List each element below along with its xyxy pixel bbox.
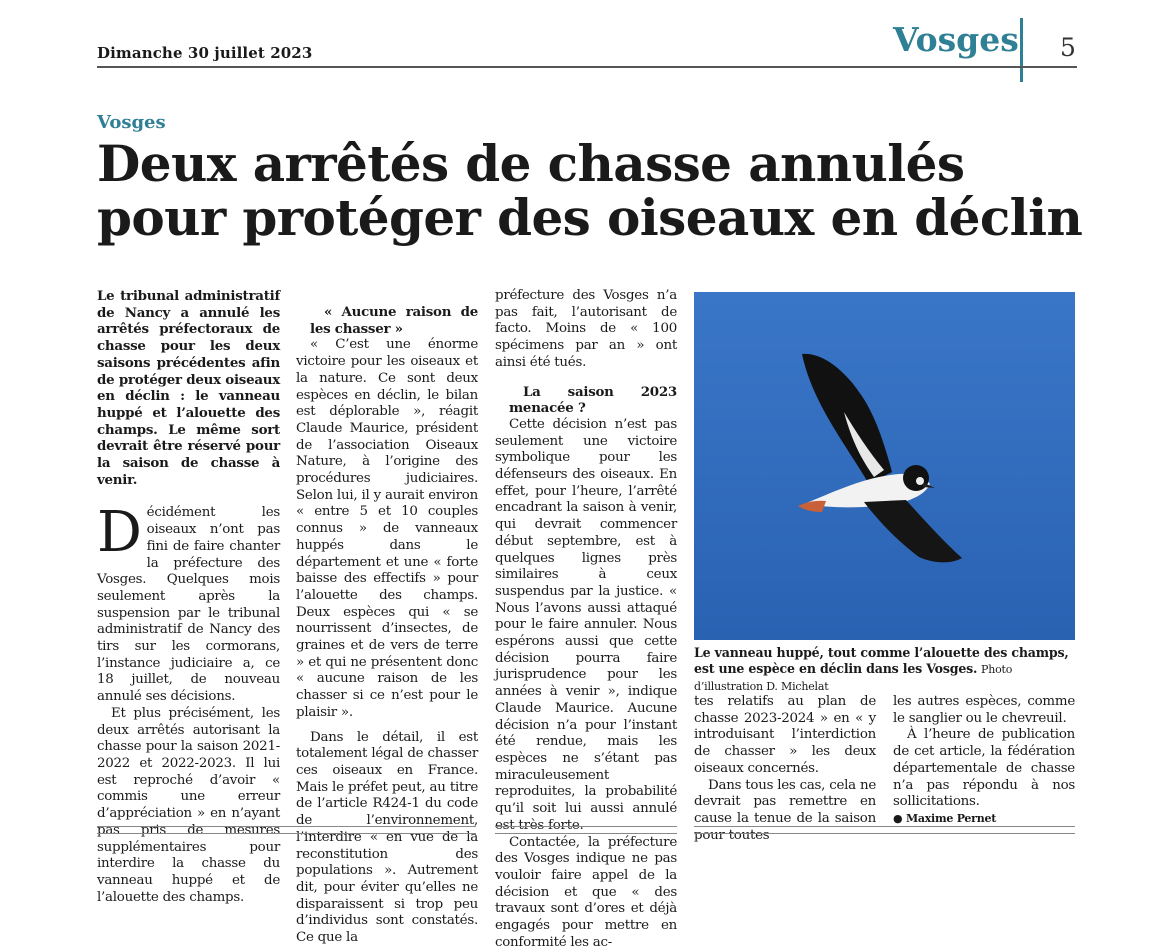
section-title: Vosges — [893, 20, 1019, 59]
column-2 — [296, 304, 478, 947]
title-line-1: Deux arrêtés de chasse annulés — [97, 137, 1097, 191]
paragraph-7: Contactée, la préfecture des Vosges indique ne pas vouloir faire appel de la décision et que « des travaux sont d’ores et déjà engagés pour mettre en conformité les ac- — [495, 835, 677, 951]
paragraph-8: tes relatifs au plan de chasse 2023-2024 » en « y introduisant l’interdiction de chasser » les deux oiseaux concernés. — [694, 694, 876, 778]
paragraph-10: les autres espèces, comme le sanglier ou le chevreuil. — [893, 694, 1075, 727]
article-kicker: Vosges — [97, 112, 166, 133]
author-name: Maxime Pernet — [906, 812, 996, 825]
bottom-rule-right — [694, 826, 1075, 834]
paragraph-1 — [97, 505, 280, 705]
photo-credit: Photo d’illustration D. Michelat — [694, 663, 1012, 693]
paragraph-4: Dans le détail, il est totalement légal de chasser ces oiseaux en France. Mais le préfet peut, au titre de l’article R424-1 du code de l’environnement, l’interdire « en vue de la reconstitution des populations ». Autrement dit, pour éviter qu’elles ne disparaissent si trop peu d’individus sont constatés. Ce que la — [296, 730, 478, 947]
paragraph-11: À l’heure de publication de cet article, la fédération départementale de chasse n’a pas répondu à nos sollicitations. — [893, 727, 1075, 811]
lapwing-illustration — [694, 292, 1075, 640]
header-rule — [97, 66, 1077, 68]
column-4 — [694, 694, 876, 844]
bird-photo — [694, 292, 1075, 640]
bottom-rule-left — [97, 826, 476, 834]
paragraph-6: Cette décision n’est pas seulement une victoire symbolique pour les défenseurs des oiseaux. En effet, pour l’heure, l’arrêté encadrant la saison à venir, qui devrait commencer début septembre, est à quelques lignes près similaires à ceux suspendus par la justice. « Nous l’avons aussi attaqué pour le faire annuler. Nous espérons aussi que cette décision pourra faire jurisprudence pour les années à venir », indique Claude Maurice. Aucune décision n’a pour l’instant été rendue, mais les espèces ne s’étant pas miraculeusement reproduites, la probabilité qu’il soit lui aussi annulé est très forte. — [495, 417, 677, 835]
paragraph-5: préfecture des Vosges n’a pas fait, l’autorisant de facto. Moins de « 100 spécimens par an » ont ainsi été tués. — [495, 288, 677, 372]
author-signature: ● Maxime Pernet — [893, 811, 1075, 828]
column-1 — [97, 288, 280, 906]
article-chapo: Le tribunal administratif de Nancy a annulé les arrêtés préfectoraux de chasse pour les deux saisons précédentes afin de protéger deux oiseaux en déclin : le vanneau huppé et l’alouette des champs. Le même sort devrait être réservé pour la saison de chasse à venir. — [97, 288, 280, 488]
header-divider — [1020, 18, 1023, 82]
paragraph-3: « C’est une énorme victoire pour les oiseaux et la nature. Ce sont deux espèces en déclin, le bilan est déplorable », réagit Claude Maurice, président de l’association Oiseaux Nature, à l’origine des procédures judiciaires. Selon lui, il y aurait environ « entre 5 et 10 couples connus » de vanneaux huppés dans le département et une « forte baisse des effectifs » pour l’alouette des champs. Deux espèces qui « se nourrissent d’insectes, de graines et de vers de terre » et qui ne présentent donc « aucune raison de les chasser si ce n’est pour le plaisir ». — [296, 337, 478, 721]
issue-date: Dimanche 30 juillet 2023 — [97, 44, 312, 62]
subheading-1: « Aucune raison de les chasser » — [296, 304, 478, 337]
bottom-rule-mid — [495, 826, 677, 834]
subheading-2: La saison 2023 menacée ? — [495, 384, 677, 417]
page-number: 5 — [1060, 33, 1076, 62]
photo-caption — [694, 645, 1075, 695]
paragraph-2: Et plus précisément, les deux arrêtés autorisant la chasse pour la saison 2021-2022 et 2022-2023. Il lui est reproché d’avoir « commis une erreur d’appréciation » en n’ayant pas pris de mesures supplémentaires pour interdire la chasse du vanneau huppé et de l’alouette des champs. — [97, 706, 280, 906]
drop-cap: D — [97, 509, 142, 557]
column-5 — [893, 694, 1075, 828]
title-line-2: pour protéger des oiseaux en déclin — [97, 191, 1097, 245]
column-3 — [495, 288, 677, 951]
cheek-patch — [916, 477, 924, 485]
paragraph-9: Dans tous les cas, cela ne devrait pas remettre en cause la tenue de la saison pour toutes — [694, 778, 876, 845]
paragraph-1-text: écidément les oiseaux n’ont pas fini de faire chanter la préfecture des Vosges. Quelques mois seulement après la suspension par le tribunal administratif de Nancy des tirs sur les cormorans, l’instance judiciaire a, ce 18 juillet, de nouveau annulé ses décisions. — [97, 505, 280, 704]
article-title — [97, 137, 1097, 245]
caption-text: Le vanneau huppé, tout comme l’alouette des champs, est une espèce en déclin dans les Vosges. — [694, 645, 1069, 676]
